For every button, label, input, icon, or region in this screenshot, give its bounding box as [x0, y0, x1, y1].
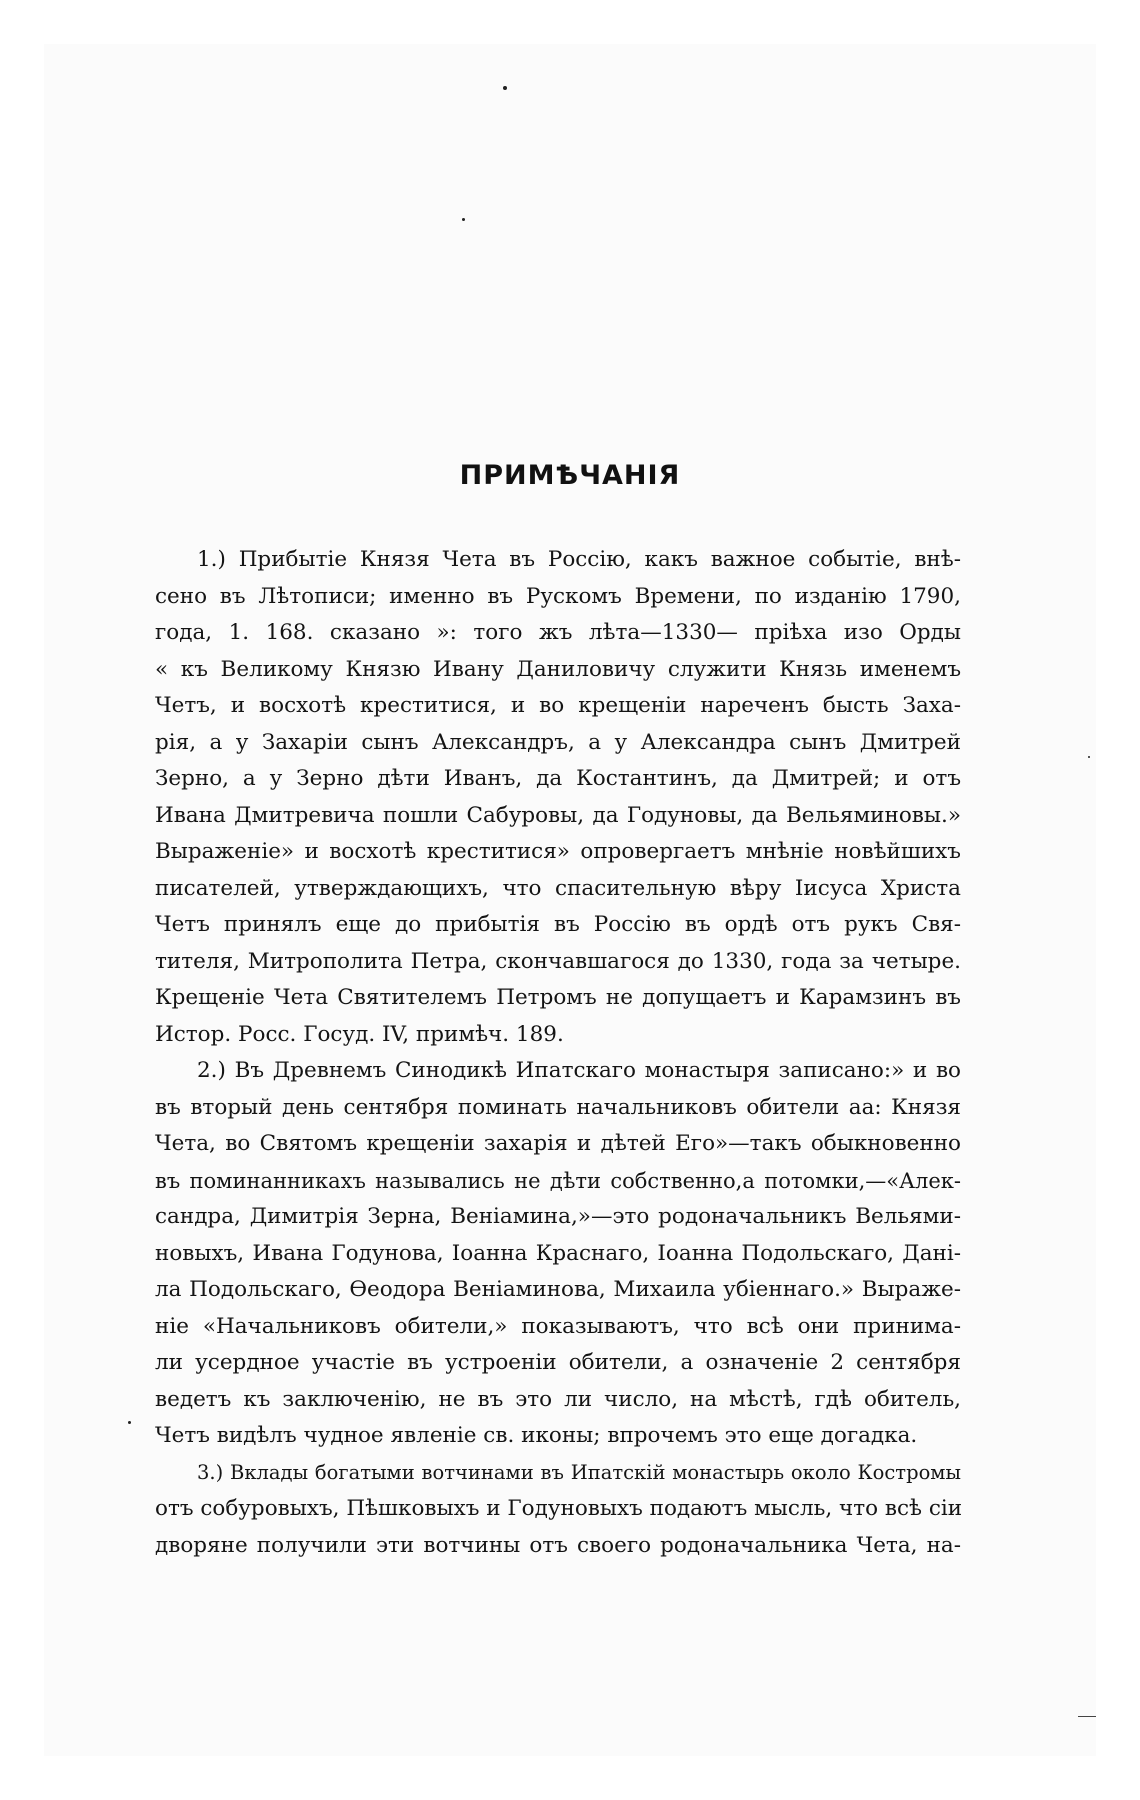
note-2-line-6: новыхъ, Ивана Годунова, Іоанна Краснаго, Іоанна Подольскаго, Дані- [155, 1240, 961, 1266]
note-1-line-12: тителя, Митрополита Петра, скончавшагося до 1330, года за четыре. [155, 948, 961, 974]
note-2-line-4: въ поминанникахъ назывались не дѣти собственно,а потомки,—«Алек- [155, 1168, 961, 1193]
note-2-line-3: Чета, во Святомъ крещеніи захарія и дѣтей Его»—такъ обыкновенно [155, 1131, 961, 1156]
note-3-label: 3.) [197, 1460, 224, 1484]
ink-speck [503, 86, 507, 90]
note-1-label: 1.) [197, 547, 226, 572]
note-2-line-8: ніе «Начальниковъ обители,» показываютъ, что всѣ они принима- [155, 1313, 961, 1339]
note-3-line-2: отъ собуровыхъ, Пѣшковыхъ и Годуновыхъ подаютъ мысль, что всѣ сіи [155, 1496, 963, 1521]
ink-speck [1088, 756, 1090, 758]
note-1-line-1: 1.) Прибытіе Князя Чета въ Россію, какъ важное событіе, внѣ- [197, 547, 961, 572]
note-1-line-5: Четъ, и восхотѣ креститися, и во крещеніи нареченъ бысть Заха- [155, 693, 961, 718]
margin-mark [1078, 1716, 1096, 1717]
note-2-line-11: Четъ видѣлъ чудное явленіе св. иконы; впрочемъ это еще догадка. [155, 1423, 918, 1448]
note-3-line-3: дворяне получили эти вотчины отъ своего родоначальника Чета, на- [155, 1532, 961, 1558]
note-1-line-11: Четъ принялъ еще до прибытія въ Россію въ ордѣ отъ рукъ Свя- [155, 912, 961, 937]
note-1-line-10: писателей, утверждающихъ, что спасительную вѣру Іисуса Христа [155, 875, 961, 901]
note-1-line-2: сено въ Лѣтописи; именно въ Рускомъ Времени, по изданію 1790, [155, 583, 961, 609]
note-1-line-13: Крещеніе Чета Святителемъ Петромъ не допущаетъ и Карамзинъ въ [155, 985, 961, 1010]
note-1-line-8: Ивана Дмитревича пошли Сабуровы, да Годуновы, да Вельяминовы.» [155, 802, 961, 828]
note-1-line-4: « къ Великому Князю Ивану Даниловичу служити Князь именемъ [155, 656, 961, 682]
note-2-label: 2.) [197, 1058, 226, 1083]
note-2-line-2: въ вторый день сентября поминать начальниковъ обители аа: Князя [155, 1094, 961, 1120]
note-1-line-7: Зерно, а у Зерно дѣти Иванъ, да Костантинъ, да Дмитрей; и отъ [155, 766, 961, 791]
note-1-line-14: Истор. Росс. Госуд. IV, примѣч. 189. [155, 1021, 564, 1047]
note-1-line-9: Выраженіе» и восхотѣ креститися» опровергаетъ мнѣніе новѣйшихъ [155, 839, 961, 864]
note-2-line-10: ведетъ къ заключенію, не въ это ли число, на мѣстѣ, гдѣ обитель, [155, 1386, 961, 1412]
note-2-line-5: сандра, Димитрія Зерна, Веніамина,»—это родоначальникъ Вельями- [155, 1204, 961, 1229]
note-1-line-3: года, 1. 168. сказано »: того жъ лѣта—1330— пріѣха изо Орды [155, 620, 961, 645]
note-2-line-1: 2.) Въ Древнемъ Синодикѣ Ипатскаго монастыря записано:» и во [197, 1058, 961, 1083]
notes-body [155, 542, 961, 1564]
ink-speck [128, 1421, 131, 1424]
note-2-line-7: ла Подольскаго, Ѳеодора Веніаминова, Михаила убіеннаго.» Выраже- [155, 1277, 961, 1302]
note-3-line-1: 3.) Вклады богатыми вотчинами въ Ипатскій монастырь около Костромы [197, 1460, 961, 1484]
page-heading: ПРИМѢЧАНІЯ [459, 460, 681, 492]
note-2-line-9: ли усердное участіе въ устроеніи обители, а означеніе 2 сентября [155, 1350, 961, 1375]
note-1-line-6: рія, а у Захаріи сынъ Александръ, а у Александра сынъ Дмитрей [155, 729, 961, 755]
ink-speck [462, 218, 465, 221]
